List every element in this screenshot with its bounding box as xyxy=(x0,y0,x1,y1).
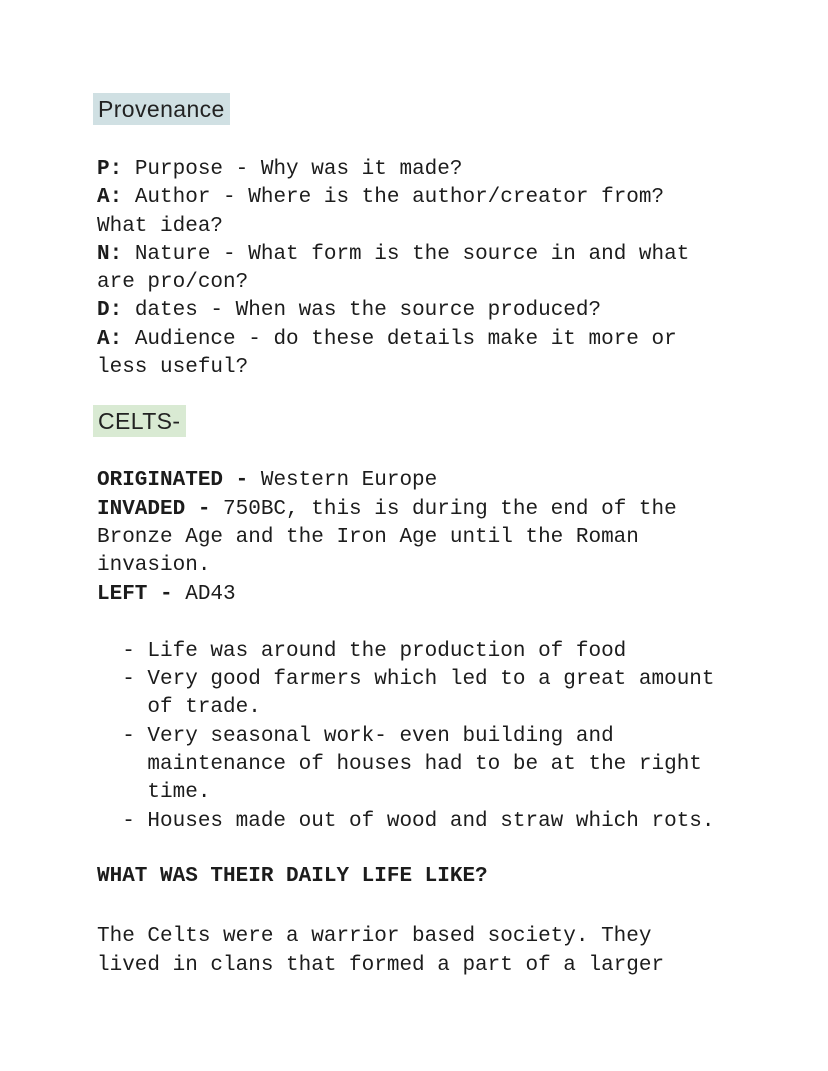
text-line: lived in clans that formed a part of a larger xyxy=(97,953,665,977)
daily-life-paragraph xyxy=(97,923,798,980)
text-line: invasion. xyxy=(97,554,211,578)
text-line: INVADED - 750BC, this is during the end of the xyxy=(97,497,677,521)
provenance-heading: Provenance xyxy=(93,93,230,125)
panda-definitions xyxy=(97,156,798,382)
text-line: maintenance of houses had to be at the right xyxy=(97,753,702,777)
text-line: The Celts were a warrior based society. They xyxy=(97,925,652,949)
daily-life-heading xyxy=(97,863,798,891)
text-line: A: Audience - do these details make it more or xyxy=(97,327,677,351)
text-line: time. xyxy=(97,781,211,805)
text-line: are pro/con? xyxy=(97,271,249,295)
text-line: Bronze Age and the Iron Age until the Roman xyxy=(97,525,639,549)
text-line: - Very seasonal work- even building and xyxy=(97,724,614,748)
text-line: - Houses made out of wood and straw which rots. xyxy=(97,809,715,833)
text-line: LEFT - AD43 xyxy=(97,582,236,606)
text-line: WHAT WAS THEIR DAILY LIFE LIKE? xyxy=(97,864,488,888)
text-line: - Very good farmers which led to a great amount xyxy=(97,668,715,692)
text-line: D: dates - When was the source produced? xyxy=(97,299,602,323)
text-line: N: Nature - What form is the source in and what xyxy=(97,242,690,266)
text-line: less useful? xyxy=(97,356,249,380)
text-line: ORIGINATED - Western Europe xyxy=(97,469,438,493)
celts-facts xyxy=(97,467,798,608)
celts-bullet-list xyxy=(97,638,798,836)
text-line: A: Author - Where is the author/creator from? xyxy=(97,186,665,210)
text-line: of trade. xyxy=(97,696,261,720)
text-line: P: Purpose - Why was it made? xyxy=(97,158,463,181)
text-line: What idea? xyxy=(97,214,224,238)
celts-heading: CELTS- xyxy=(93,405,186,437)
text-line: - Life was around the production of food xyxy=(97,639,627,663)
